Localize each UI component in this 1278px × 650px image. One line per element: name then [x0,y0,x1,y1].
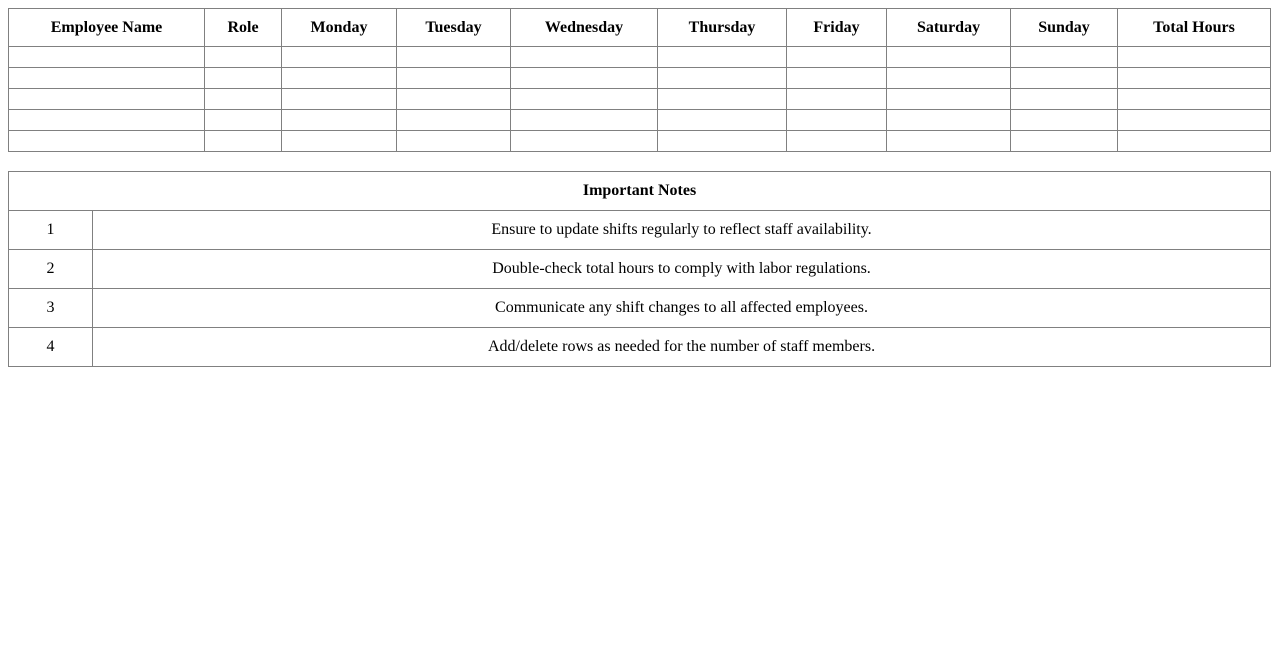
cell-employee-name[interactable] [9,89,205,110]
cell-sunday[interactable] [1011,68,1118,89]
cell-employee-name[interactable] [9,131,205,152]
cell-wednesday[interactable] [511,89,658,110]
cell-total-hours[interactable] [1118,89,1271,110]
cell-sunday[interactable] [1011,89,1118,110]
cell-role[interactable] [205,68,282,89]
note-row [9,211,1271,250]
header-saturday: Saturday [887,9,1011,47]
cell-thursday[interactable] [658,110,787,131]
cell-role[interactable] [205,110,282,131]
cell-saturday[interactable] [887,68,1011,89]
cell-monday[interactable] [282,68,397,89]
cell-thursday[interactable] [658,47,787,68]
cell-saturday[interactable] [887,131,1011,152]
cell-tuesday[interactable] [397,131,511,152]
note-number: 3 [9,289,93,328]
header-thursday: Thursday [658,9,787,47]
cell-tuesday[interactable] [397,110,511,131]
cell-thursday[interactable] [658,68,787,89]
header-sunday: Sunday [1011,9,1118,47]
note-number: 4 [9,328,93,367]
header-total-hours: Total Hours [1118,9,1271,47]
cell-friday[interactable] [787,131,887,152]
note-row [9,250,1271,289]
header-employee-name: Employee Name [9,9,205,47]
note-row [9,328,1271,367]
cell-total-hours[interactable] [1118,110,1271,131]
notes-title: Important Notes [9,172,1271,211]
header-friday: Friday [787,9,887,47]
cell-sunday[interactable] [1011,131,1118,152]
note-text: Ensure to update shifts regularly to reflect staff availability. [93,211,1271,250]
cell-thursday[interactable] [658,131,787,152]
cell-employee-name[interactable] [9,110,205,131]
cell-saturday[interactable] [887,47,1011,68]
cell-total-hours[interactable] [1118,47,1271,68]
note-row [9,289,1271,328]
cell-sunday[interactable] [1011,47,1118,68]
note-number: 2 [9,250,93,289]
shift-schedule-table [8,8,1271,152]
important-notes-table [8,171,1271,367]
cell-friday[interactable] [787,68,887,89]
cell-employee-name[interactable] [9,68,205,89]
cell-monday[interactable] [282,47,397,68]
schedule-row [9,47,1271,68]
cell-wednesday[interactable] [511,68,658,89]
cell-tuesday[interactable] [397,89,511,110]
header-role: Role [205,9,282,47]
note-text: Add/delete rows as needed for the number of staff members. [93,328,1271,367]
cell-saturday[interactable] [887,110,1011,131]
cell-wednesday[interactable] [511,131,658,152]
cell-wednesday[interactable] [511,110,658,131]
notes-title-row [9,172,1271,211]
cell-role[interactable] [205,47,282,68]
cell-monday[interactable] [282,110,397,131]
cell-friday[interactable] [787,89,887,110]
cell-friday[interactable] [787,110,887,131]
schedule-row [9,68,1271,89]
cell-role[interactable] [205,131,282,152]
cell-total-hours[interactable] [1118,131,1271,152]
schedule-row [9,89,1271,110]
cell-tuesday[interactable] [397,47,511,68]
schedule-header-row [9,9,1271,47]
header-tuesday: Tuesday [397,9,511,47]
cell-sunday[interactable] [1011,110,1118,131]
schedule-row [9,131,1271,152]
note-number: 1 [9,211,93,250]
note-text: Communicate any shift changes to all affected employees. [93,289,1271,328]
cell-tuesday[interactable] [397,68,511,89]
cell-wednesday[interactable] [511,47,658,68]
cell-role[interactable] [205,89,282,110]
note-text: Double-check total hours to comply with labor regulations. [93,250,1271,289]
cell-friday[interactable] [787,47,887,68]
cell-monday[interactable] [282,131,397,152]
cell-total-hours[interactable] [1118,68,1271,89]
header-wednesday: Wednesday [511,9,658,47]
cell-employee-name[interactable] [9,47,205,68]
cell-monday[interactable] [282,89,397,110]
header-monday: Monday [282,9,397,47]
schedule-row [9,110,1271,131]
cell-thursday[interactable] [658,89,787,110]
cell-saturday[interactable] [887,89,1011,110]
